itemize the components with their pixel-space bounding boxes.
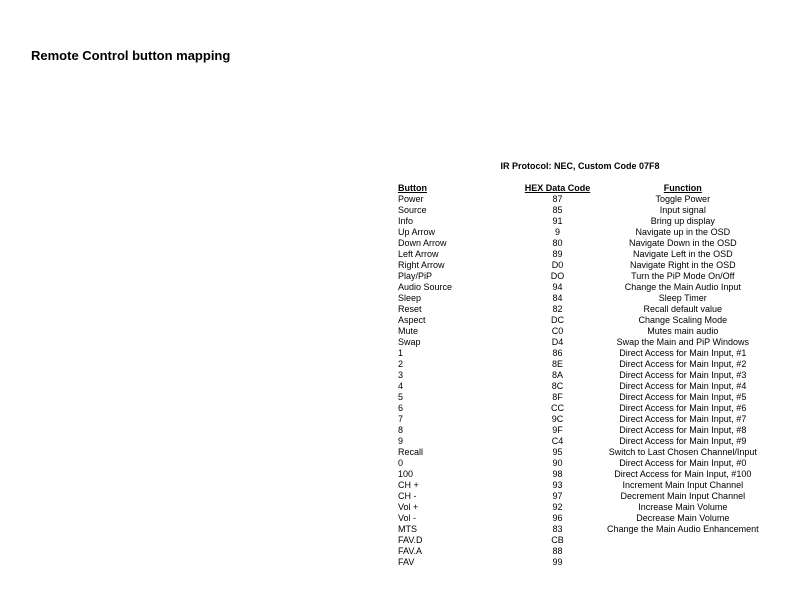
cell-function: Input signal [659,205,706,215]
cell-function: Direct Access for Main Input, #2 [619,359,747,369]
cell-hex-code: 80 [552,238,563,248]
table-row [398,403,759,414]
table-body [398,194,759,568]
table-row [398,535,759,546]
cell-function: Navigate Down in the OSD [629,238,737,248]
cell-button: FAV.A [398,546,423,556]
cell-hex-code: 91 [552,216,563,226]
cell-button: 6 [398,403,404,413]
cell-button: Source [398,205,427,215]
cell-hex-code: D0 [551,260,564,270]
cell-button: 9 [398,436,404,446]
header-hex-data-code: HEX Data Code [524,183,591,193]
cell-function: Direct Access for Main Input, #1 [619,348,747,358]
table-row [398,447,759,458]
cell-hex-code: 83 [552,524,563,534]
cell-button: Vol + [398,502,419,512]
cell-button: 7 [398,414,404,424]
cell-hex-code: CC [551,403,564,413]
table-row [398,249,759,260]
table-row [398,194,759,205]
cell-button: FAV.D [398,535,423,545]
cell-hex-code: 89 [552,249,563,259]
cell-function: Direct Access for Main Input, #5 [619,392,747,402]
table-row [398,469,759,480]
cell-hex-code: 90 [552,458,563,468]
cell-function: Direct Access for Main Input, #6 [619,403,747,413]
table-row [398,502,759,513]
cell-button: Vol - [398,513,417,523]
table-row [398,304,759,315]
table-row [398,392,759,403]
cell-hex-code: 93 [552,480,563,490]
cell-button: Swap [398,337,421,347]
cell-function: Sleep Timer [658,293,707,303]
table-row [398,480,759,491]
table-row [398,238,759,249]
cell-function: Increment Main Input Channel [622,480,744,490]
table-row [398,436,759,447]
cell-function: Switch to Last Chosen Channel/Input [608,447,757,457]
cell-hex-code: D4 [551,337,564,347]
cell-function: Navigate up in the OSD [635,227,731,237]
table-row [398,546,759,557]
table-header-row [398,183,759,194]
table-row [398,337,759,348]
header-function: Function [663,183,702,193]
cell-button: 2 [398,359,404,369]
cell-button: Reset [398,304,422,314]
cell-hex-code: DO [550,271,565,281]
cell-button: Down Arrow [398,238,447,248]
cell-function: Direct Access for Main Input, #8 [619,425,747,435]
table-row [398,524,759,535]
cell-function: Change Scaling Mode [638,315,728,325]
table-row [398,315,759,326]
cell-hex-code: 9F [552,425,563,435]
cell-function: Change the Main Audio Enhancement [607,524,759,534]
cell-function: Recall default value [643,304,723,314]
cell-button: MTS [398,524,417,534]
cell-button: Power [398,194,424,204]
protocol-heading: IR Protocol: NEC, Custom Code 07F8 [500,161,660,171]
table-row [398,326,759,337]
cell-hex-code: 84 [552,293,563,303]
cell-hex-code: 8A [551,370,563,380]
cell-button: 1 [398,348,404,358]
cell-function: Turn the PiP Mode On/Off [631,271,735,281]
cell-function [607,557,759,568]
cell-hex-code: CB [551,535,564,545]
cell-hex-code: 94 [552,282,563,292]
cell-function [607,546,759,557]
cell-hex-code: 85 [552,205,563,215]
cell-button: Sleep [398,293,422,303]
cell-function: Direct Access for Main Input, #0 [619,458,747,468]
table-row [398,381,759,392]
cell-button: 5 [398,392,404,402]
cell-hex-code: 88 [552,546,563,556]
cell-button: Aspect [398,315,426,325]
cell-hex-code: 9 [554,227,560,237]
cell-hex-code: C0 [551,326,564,336]
cell-function: Direct Access for Main Input, #7 [619,414,747,424]
table-row [398,205,759,216]
cell-function: Direct Access for Main Input, #9 [619,436,747,446]
cell-hex-code: 8C [551,381,564,391]
table-row [398,348,759,359]
table-row [398,370,759,381]
table-row [398,260,759,271]
cell-button: 8 [398,425,404,435]
cell-function [607,535,759,546]
table-row [398,458,759,469]
cell-button: 0 [398,458,404,468]
cell-button: Info [398,216,414,226]
cell-button: Up Arrow [398,227,436,237]
cell-hex-code: 8E [551,359,563,369]
cell-button: 4 [398,381,404,391]
table-row [398,513,759,524]
cell-button: CH - [398,491,417,501]
cell-function: Mutes main audio [647,326,719,336]
cell-hex-code: 98 [552,469,563,479]
cell-button: 3 [398,370,404,380]
table-row [398,227,759,238]
cell-hex-code: 8F [552,392,563,402]
cell-button: Mute [398,326,419,336]
cell-button: Recall [398,447,424,457]
cell-hex-code: 92 [552,502,563,512]
cell-function: Navigate Right in the OSD [630,260,736,270]
cell-button: FAV [398,557,415,567]
cell-hex-code: C4 [551,436,564,446]
cell-button: 100 [398,469,414,479]
table-row [398,557,759,568]
header-button: Button [398,183,427,193]
cell-button: Audio Source [398,282,453,292]
cell-function: Bring up display [650,216,715,226]
cell-function: Direct Access for Main Input, #4 [619,381,747,391]
table-row [398,491,759,502]
cell-hex-code: 9C [551,414,564,424]
cell-button: Right Arrow [398,260,445,270]
cell-function: Direct Access for Main Input, #100 [614,469,752,479]
table-row [398,414,759,425]
cell-function: Increase Main Volume [638,502,728,512]
table-row [398,216,759,227]
cell-hex-code: 95 [552,447,563,457]
table-row [398,425,759,436]
cell-function: Navigate Left in the OSD [633,249,733,259]
page-title: Remote Control button mapping [31,48,231,63]
cell-function: Direct Access for Main Input, #3 [619,370,747,380]
cell-hex-code: 99 [552,557,563,567]
cell-hex-code: 86 [552,348,563,358]
cell-button: Play/PiP [398,271,433,281]
cell-hex-code: DC [551,315,564,325]
cell-function: Change the Main Audio Input [624,282,741,292]
cell-function: Swap the Main and PiP Windows [616,337,749,347]
button-mapping-table [398,183,759,568]
table-row [398,282,759,293]
table-row [398,293,759,304]
cell-function: Decrement Main Input Channel [620,491,746,501]
table-row [398,359,759,370]
table-row [398,271,759,282]
cell-function: Decrease Main Volume [636,513,730,523]
cell-hex-code: 82 [552,304,563,314]
cell-button: CH + [398,480,419,490]
cell-button: Left Arrow [398,249,439,259]
cell-hex-code: 96 [552,513,563,523]
cell-function: Toggle Power [655,194,711,204]
cell-hex-code: 97 [552,491,563,501]
cell-hex-code: 87 [552,194,563,204]
